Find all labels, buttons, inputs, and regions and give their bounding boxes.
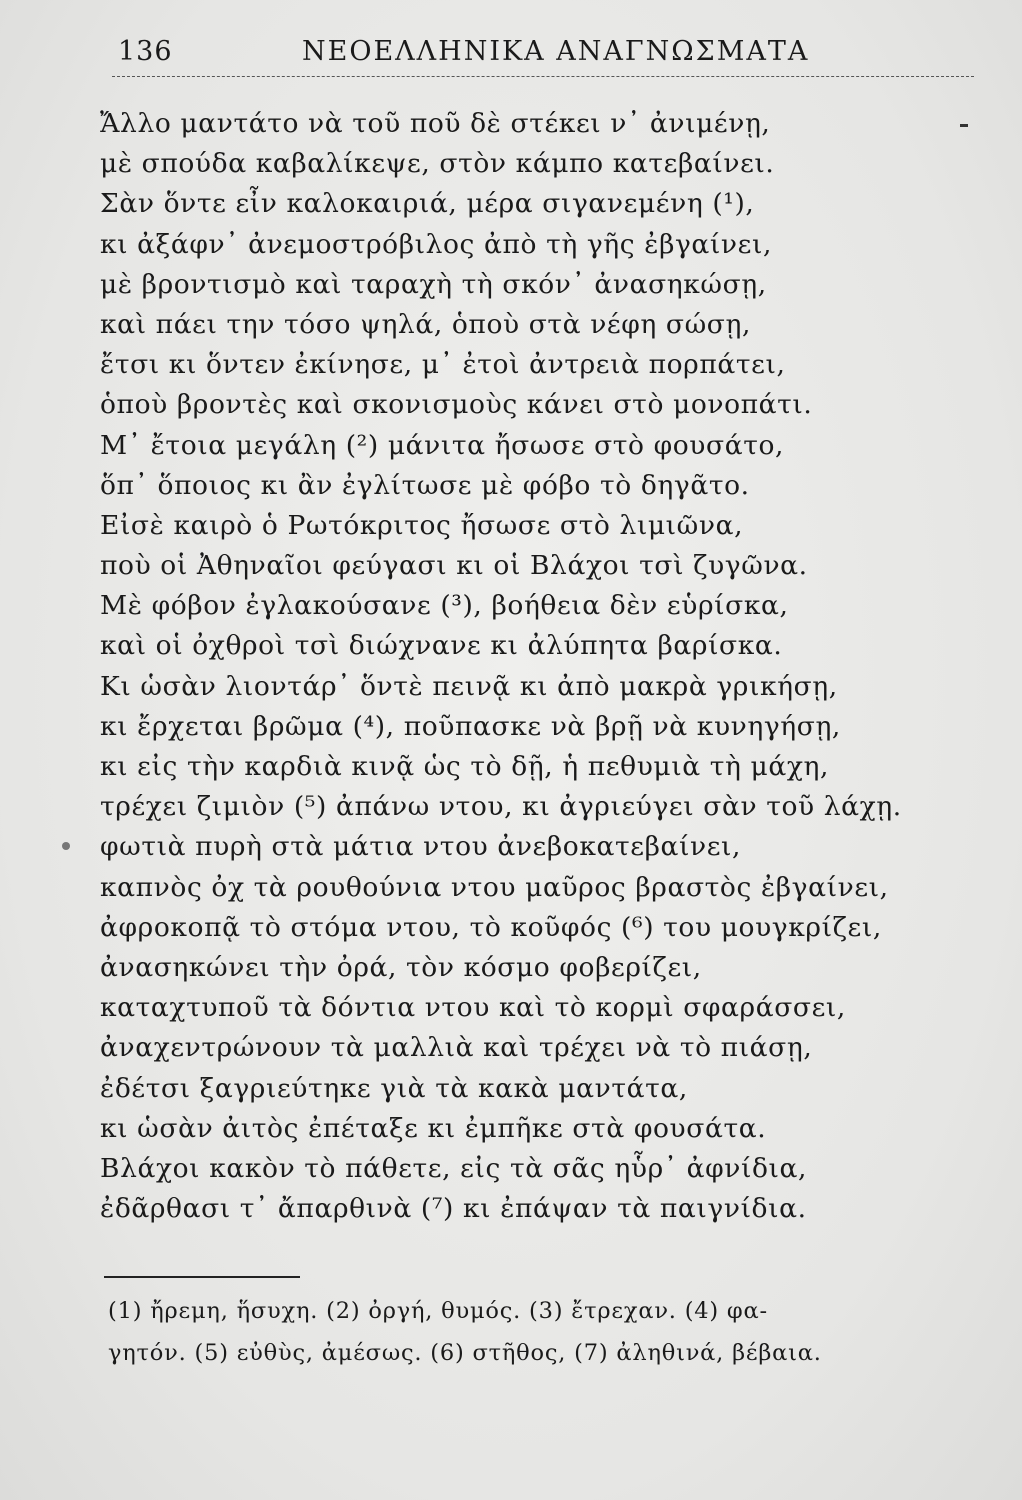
poem-line: καὶ οἱ ὀχθροὶ τσὶ διώχνανε κι ἀλύπητα βαρίσκα. bbox=[100, 630, 783, 662]
poem-line: ἀφροκοπᾷ τὸ στόμα ντου, τὸ κοῦφός (⁶) του μουγκρίζει, bbox=[100, 911, 882, 943]
poem-line: ἐδέτσι ξαγριεύτηκε γιὰ τὰ κακὰ μαντάτα, bbox=[100, 1072, 688, 1104]
poem-line: ἀνασηκώνει τὴν ὀρά, τὸν κόσμο φοβερίζει, bbox=[100, 951, 702, 983]
poem-line: ὅπ᾽ ὅποιος κι ἂν ἐγλίτωσε μὲ φόβο τὸ δηγᾶτο. bbox=[100, 469, 750, 501]
poem-line: Μ᾽ ἔτοια μεγάλη (²) μάνιτα ἤσωσε στὸ φουσάτο, bbox=[100, 429, 785, 461]
margin-mark-dot bbox=[62, 842, 70, 850]
footnote-line-1: (1) ἤρεμη, ἥσυχη. (2) ὀργή, θυμός. (3) ἔτρεχαν. (4) φα- bbox=[108, 1298, 768, 1324]
poem-line: ἐδᾶρθασι τ᾽ ἄπαρθινὰ (⁷) κι ἐπάψαν τὰ παιγνίδια. bbox=[100, 1193, 807, 1225]
poem-line: κι ἀξάφν᾽ ἀνεμοστρόβιλος ἀπὸ τὴ γῆς ἐβγαίνει, bbox=[100, 228, 772, 260]
poem-text bbox=[100, 104, 980, 1229]
header-rule bbox=[112, 76, 974, 77]
poem-line: Μὲ φόβον ἐγλακούσανε (³), βοήθεια δὲν εὑρίσκα, bbox=[100, 590, 789, 622]
poem-line: καὶ πάει την τόσο ψηλά, ὁποὺ στὰ νέφη σώσῃ, bbox=[100, 308, 751, 340]
poem-line: ὁποὺ βροντὲς καὶ σκονισμοὺς κάνει στὸ μονοπάτι. bbox=[100, 389, 813, 421]
poem-line: ἀναχεντρώνουν τὰ μαλλιὰ καὶ τρέχει νὰ τὸ πιάσῃ, bbox=[100, 1032, 813, 1064]
poem-line: μὲ σπούδα καβαλίκεψε, στὸν κάμπο κατεβαίνει. bbox=[100, 148, 775, 180]
poem-line: Σὰν ὅντε εἶν καλοκαιριά, μέρα σιγανεμένη (¹), bbox=[100, 188, 755, 220]
running-title: ΝΕΟΕΛΛΗΝΙΚΑ ΑΝΑΓΝΩΣΜΑΤΑ bbox=[302, 36, 810, 67]
footnote-rule bbox=[104, 1276, 300, 1278]
poem-line: ποὺ οἱ Ἀθηναῖοι φεύγασι κι οἱ Βλάχοι τσὶ ζυγῶνα. bbox=[100, 550, 808, 582]
poem-line: Βλάχοι κακὸν τὸ πάθετε, εἰς τὰ σᾶς ηὗρ᾽ ἀφνίδια, bbox=[100, 1152, 808, 1184]
footnote-line-2: γητόν. (5) εὐθὺς, ἀμέσως. (6) στῆθος, (7) ἀληθινά, βέβαια. bbox=[108, 1340, 822, 1366]
poem-line: κι εἰς τὴν καρδιὰ κινᾷ ὡς τὸ δῇ, ἡ πεθυμιὰ τὴ μάχη, bbox=[100, 751, 829, 782]
poem-line: καπνὸς ὀχ τὰ ρουθούνια ντου μαῦρος βραστὸς ἐβγαίνει, bbox=[100, 871, 889, 903]
footnotes bbox=[108, 1290, 958, 1374]
poem-line: τρέχει ζιμιὸν (⁵) ἀπάνω ντου, κι ἀγριεύγει σὰν τοῦ λάχῃ. bbox=[100, 791, 902, 823]
poem-line: κι ὡσὰν ἀιτὸς ἐπέταξε κι ἐμπῆκε στὰ φουσάτα. bbox=[100, 1112, 767, 1144]
poem-line: καταχτυποῦ τὰ δόντια ντου καὶ τὸ κορμὶ σφαράσσει, bbox=[100, 992, 846, 1024]
poem-line: φωτιὰ πυρὴ στὰ μάτια ντου ἀνεβοκατεβαίνει, bbox=[100, 831, 742, 863]
poem-line: κι ἔρχεται βρῶμα (⁴), ποῦπασκε νὰ βρῇ νὰ κυνηγήσῃ, bbox=[100, 710, 841, 742]
page-number: 136 bbox=[118, 36, 173, 67]
poem-line: Κι ὡσὰν λιοντάρ᾽ ὅντὲ πεινᾷ κι ἀπὸ μακρὰ γρικήσῃ, bbox=[100, 670, 838, 702]
poem-line: ἔτσι κι ὅντεν ἐκίνησε, μ᾽ ἐτοὶ ἀντρειὰ πορπάτει, bbox=[100, 349, 786, 381]
poem-line: Εἰσὲ καιρὸ ὁ Ρωτόκριτος ἤσωσε στὸ λιμιῶνα, bbox=[100, 509, 744, 541]
poem-line: Ἄλλο μαντάτο νὰ τοῦ ποῦ δὲ στέκει ν᾽ ἀνιμένῃ, bbox=[100, 108, 771, 139]
poem-line: μὲ βροντισμὸ καὶ ταραχὴ τὴ σκόν᾽ ἀνασηκώσῃ, bbox=[100, 268, 767, 300]
page-header bbox=[118, 36, 974, 76]
